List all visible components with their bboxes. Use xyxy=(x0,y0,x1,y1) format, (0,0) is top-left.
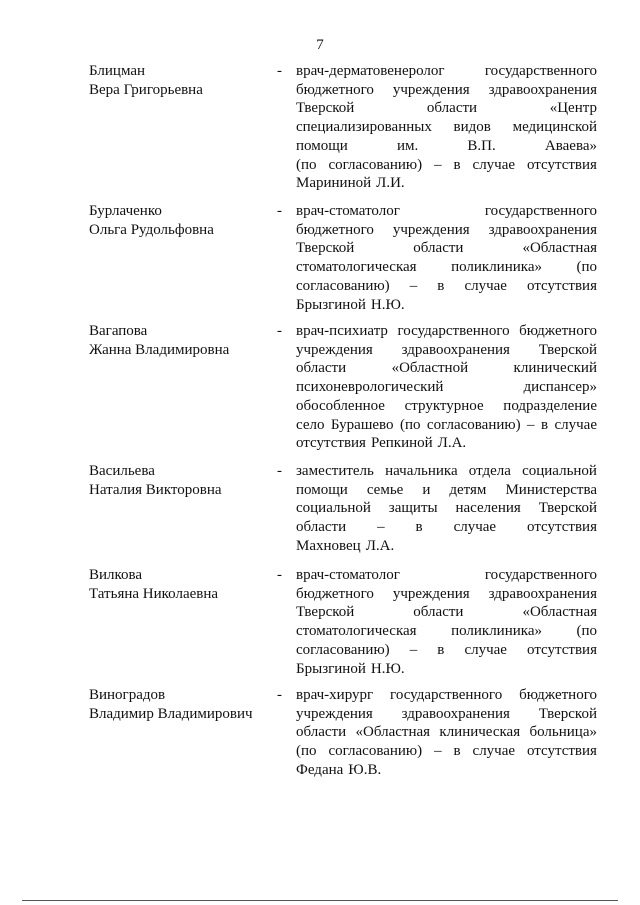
word: специализированных xyxy=(296,119,432,136)
word: отсутствия xyxy=(527,519,597,536)
word: (по xyxy=(576,623,597,640)
description-line xyxy=(296,660,597,679)
member-given-names: Жанна Владимировна xyxy=(89,342,230,358)
bottom-rule xyxy=(22,900,618,901)
word: социальной xyxy=(522,463,597,479)
word: социальной xyxy=(296,500,371,517)
word: (по xyxy=(296,743,317,760)
member-surname: Васильева xyxy=(89,463,155,479)
word: в xyxy=(415,519,423,536)
description-line xyxy=(296,518,597,537)
entry-dash: - xyxy=(277,463,282,479)
word: Махновец xyxy=(296,537,361,554)
description-line xyxy=(296,585,597,604)
member-given-names: Вера Григорьевна xyxy=(89,82,203,98)
member-position-description xyxy=(296,62,597,193)
word: государственного xyxy=(484,203,597,219)
word: врач-психиатр xyxy=(296,323,388,339)
description-line xyxy=(296,359,597,378)
word: Тверской xyxy=(296,604,355,621)
word: государственного xyxy=(397,323,510,339)
description-line xyxy=(296,397,597,416)
word: Тверской xyxy=(538,500,597,517)
word: «Областная xyxy=(522,604,597,621)
member-name xyxy=(89,566,269,604)
word: стоматологическая xyxy=(296,623,417,640)
entry-dash: - xyxy=(277,567,282,583)
word: населения xyxy=(455,500,521,517)
word: случае xyxy=(464,641,507,658)
word: случае xyxy=(554,416,597,433)
word: области xyxy=(413,240,464,257)
word: отсутствия xyxy=(296,435,366,452)
member-given-names: Наталия Викторовна xyxy=(89,482,222,498)
word: государственного xyxy=(484,63,597,79)
word: (по xyxy=(576,259,597,276)
word: Н.Ю. xyxy=(370,660,405,677)
word: клиническая xyxy=(439,724,521,741)
word: Л.А. xyxy=(365,537,395,554)
word: Федана xyxy=(296,761,344,778)
word: – xyxy=(409,277,418,294)
word: врач-стоматолог xyxy=(296,567,400,583)
word: подразделение xyxy=(503,397,597,414)
word: «Центр xyxy=(549,100,597,117)
member-surname: Блицман xyxy=(89,63,146,79)
word: согласованию) xyxy=(328,156,423,173)
word: начальника xyxy=(385,463,458,479)
word: случае xyxy=(464,277,507,294)
member-name xyxy=(89,62,269,100)
description-line xyxy=(296,603,597,622)
word: структурное xyxy=(404,397,484,414)
description-line xyxy=(296,99,597,118)
member-given-names: Владимир Владимирович xyxy=(89,706,253,722)
word: здравоохранения xyxy=(488,585,597,602)
word: государственного xyxy=(390,687,503,703)
description-line xyxy=(296,434,597,453)
word: психоневрологический xyxy=(296,379,444,396)
word: заместитель xyxy=(296,463,374,479)
word: видов xyxy=(453,119,491,136)
word: согласованию) xyxy=(426,416,521,433)
description-line xyxy=(296,137,597,156)
word: учреждения xyxy=(392,81,470,98)
description-line xyxy=(296,277,597,296)
word: области xyxy=(296,360,347,377)
entry-dash: - xyxy=(277,63,282,79)
word: бюджетного xyxy=(296,81,374,98)
word: клинический xyxy=(513,360,597,377)
word: в xyxy=(453,743,461,760)
word: бюджетного xyxy=(519,323,597,339)
word: – xyxy=(409,641,418,658)
description-line xyxy=(296,239,597,258)
word: области xyxy=(413,604,464,621)
word: здравоохранения xyxy=(401,341,510,358)
description-line xyxy=(296,81,597,100)
word: им. xyxy=(396,137,419,154)
description-line xyxy=(296,723,597,742)
description-line xyxy=(296,481,597,500)
word: поликлиника» xyxy=(451,259,542,276)
description-line xyxy=(296,174,597,193)
description-line xyxy=(296,462,597,481)
word: Марининой xyxy=(296,175,372,192)
word: здравоохранения xyxy=(401,705,510,722)
description-line xyxy=(296,566,597,585)
word: врач-хирург xyxy=(296,687,374,703)
word: – xyxy=(434,743,442,760)
word: защиты xyxy=(388,500,438,517)
word: учреждения xyxy=(392,585,470,602)
description-line xyxy=(296,622,597,641)
word: Н.Ю. xyxy=(370,296,405,313)
member-name xyxy=(89,686,269,724)
word: Ю.В. xyxy=(348,761,382,778)
word: – xyxy=(377,519,385,536)
word: области xyxy=(296,724,347,741)
word: учреждения xyxy=(296,341,373,358)
word: Тверской xyxy=(296,100,355,117)
word: области xyxy=(426,100,478,117)
description-line xyxy=(296,742,597,761)
description-line xyxy=(296,537,597,556)
entry-dash: - xyxy=(277,323,282,339)
description-line xyxy=(296,118,597,137)
word: помощи xyxy=(296,137,348,154)
member-surname: Вагапова xyxy=(89,323,148,339)
description-line xyxy=(296,156,597,175)
description-line xyxy=(296,378,597,397)
member-name xyxy=(89,462,269,500)
entry-dash: - xyxy=(277,203,282,219)
entry-dash: - xyxy=(277,687,282,703)
description-line xyxy=(296,705,597,724)
member-surname: Бурлаченко xyxy=(89,203,162,219)
word: бюджетного xyxy=(519,687,597,703)
word: – xyxy=(434,156,442,173)
word: врач-стоматолог xyxy=(296,203,400,219)
description-line xyxy=(296,641,597,660)
word: Министерства xyxy=(505,481,597,498)
description-line xyxy=(296,322,597,341)
word: Аваева» xyxy=(544,137,597,154)
word: случае xyxy=(472,743,516,760)
word: отсутствия xyxy=(526,743,597,760)
word: здравоохранения xyxy=(488,221,597,238)
word: «Областная xyxy=(355,724,431,741)
word: случае xyxy=(453,519,497,536)
word: стоматологическая xyxy=(296,259,417,276)
word: Репкиной xyxy=(370,435,433,452)
word: бюджетного xyxy=(296,221,374,238)
word: «Областной xyxy=(391,360,469,377)
description-line xyxy=(296,761,597,780)
word: Л.А. xyxy=(437,435,467,452)
word: в xyxy=(437,641,445,658)
word: учреждения xyxy=(296,705,373,722)
word: отдела xyxy=(468,463,511,479)
word: Л.И. xyxy=(376,175,405,192)
word: отсутствия xyxy=(526,156,597,173)
description-line xyxy=(296,62,597,81)
word: в xyxy=(540,416,549,433)
word: (по xyxy=(399,416,421,433)
description-line xyxy=(296,686,597,705)
word: отсутствия xyxy=(527,277,597,294)
word: поликлиника» xyxy=(451,623,542,640)
word: согласованию) xyxy=(296,641,390,658)
description-line xyxy=(296,499,597,518)
word: обособленное xyxy=(296,397,385,414)
word: случае xyxy=(472,156,516,173)
member-position-description xyxy=(296,202,597,314)
word: (по xyxy=(296,156,317,173)
member-position-description xyxy=(296,322,597,453)
member-name xyxy=(89,322,269,360)
word: помощи xyxy=(296,481,348,498)
word: Тверской xyxy=(296,240,355,257)
word: бюджетного xyxy=(296,585,374,602)
word: Бурашево xyxy=(330,416,394,433)
word: медицинской xyxy=(512,119,597,136)
word: в xyxy=(453,156,461,173)
member-position-description xyxy=(296,462,597,556)
member-position-description xyxy=(296,566,597,678)
word: отсутствия xyxy=(527,641,597,658)
word: – xyxy=(527,416,535,433)
word: здравоохранения xyxy=(488,81,597,98)
member-given-names: Ольга Рудольфовна xyxy=(89,222,214,238)
description-line xyxy=(296,341,597,360)
member-given-names: Татьяна Николаевна xyxy=(89,586,219,602)
word: село xyxy=(296,416,325,433)
description-line xyxy=(296,202,597,221)
word: семье xyxy=(366,481,404,498)
word: в xyxy=(437,277,445,294)
word: согласованию) xyxy=(328,743,423,760)
word: области xyxy=(296,519,347,536)
word: государственного xyxy=(484,567,597,583)
member-name xyxy=(89,202,269,240)
description-line xyxy=(296,221,597,240)
member-position-description xyxy=(296,686,597,780)
word: Брызгиной xyxy=(296,660,366,677)
word: В.П. xyxy=(467,137,496,154)
word: врач-дерматовенеролог xyxy=(296,63,445,79)
word: и xyxy=(422,481,431,498)
word: согласованию) xyxy=(296,277,390,294)
description-line xyxy=(296,296,597,315)
page-number: 7 xyxy=(316,37,324,53)
word: Тверской xyxy=(538,341,597,358)
member-surname: Вилкова xyxy=(89,567,143,583)
word: учреждения xyxy=(392,221,470,238)
word: диспансер» xyxy=(523,379,597,396)
description-line xyxy=(296,258,597,277)
word: Брызгиной xyxy=(296,296,366,313)
word: «Областная xyxy=(522,240,597,257)
description-line xyxy=(296,416,597,435)
word: больница» xyxy=(529,724,597,741)
word: детям xyxy=(449,481,487,498)
member-surname: Виноградов xyxy=(89,687,166,703)
word: Тверской xyxy=(538,705,597,722)
